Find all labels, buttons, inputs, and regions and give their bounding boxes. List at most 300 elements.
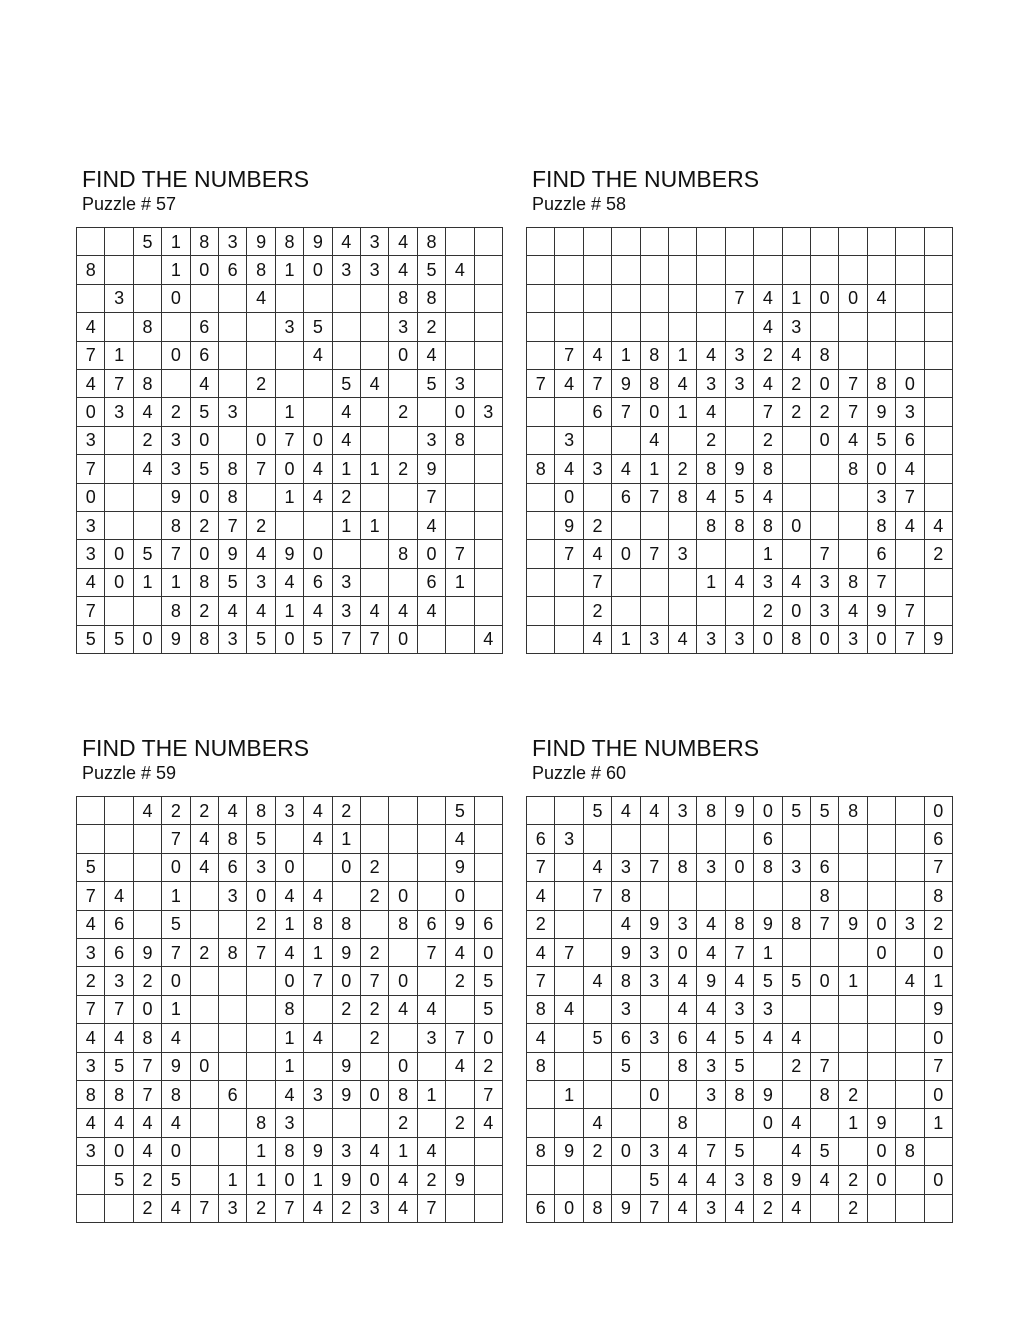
grid-cell xyxy=(555,569,583,597)
grid-cell xyxy=(669,882,697,910)
grid-cell xyxy=(584,911,612,939)
grid-cell xyxy=(527,285,555,313)
grid-cell xyxy=(641,597,669,625)
grid-cell: 2 xyxy=(134,427,162,455)
grid-cell xyxy=(555,256,583,284)
grid-cell xyxy=(925,1195,953,1223)
grid-cell: 8 xyxy=(389,911,417,939)
grid-cell: 4 xyxy=(77,313,105,341)
grid-cell: 7 xyxy=(811,1053,839,1081)
grid-cell: 2 xyxy=(446,1109,474,1137)
grid-cell: 4 xyxy=(191,854,219,882)
grid-cell: 4 xyxy=(446,825,474,853)
grid-cell xyxy=(868,797,896,825)
grid-cell xyxy=(697,540,725,568)
grid-cell: 8 xyxy=(669,854,697,882)
grid-cell: 8 xyxy=(697,455,725,483)
grid-cell: 4 xyxy=(191,370,219,398)
grid-cell: 5 xyxy=(77,626,105,654)
grid-cell: 6 xyxy=(219,1081,247,1109)
grid-cell: 6 xyxy=(868,540,896,568)
grid-cell: 8 xyxy=(896,1138,924,1166)
grid-cell: 9 xyxy=(868,1109,896,1137)
grid-cell xyxy=(134,882,162,910)
grid-cell xyxy=(191,1081,219,1109)
grid-cell xyxy=(697,256,725,284)
grid-cell: 7 xyxy=(811,911,839,939)
grid-cell: 5 xyxy=(134,228,162,256)
grid-cell xyxy=(475,597,503,625)
grid-cell: 0 xyxy=(361,1081,389,1109)
grid-cell xyxy=(475,455,503,483)
grid-cell: 5 xyxy=(191,455,219,483)
grid-cell xyxy=(389,370,417,398)
grid-cell: 0 xyxy=(105,1138,133,1166)
grid-cell: 2 xyxy=(361,939,389,967)
grid-cell xyxy=(896,882,924,910)
grid-cell: 4 xyxy=(389,256,417,284)
grid-cell: 8 xyxy=(446,427,474,455)
grid-cell: 2 xyxy=(333,996,361,1024)
grid-cell: 8 xyxy=(754,1166,782,1194)
grid-cell xyxy=(612,1109,640,1137)
grid-cell: 0 xyxy=(276,455,304,483)
grid-cell: 8 xyxy=(839,455,867,483)
grid-cell xyxy=(555,967,583,995)
grid-cell xyxy=(925,455,953,483)
grid-cell xyxy=(418,825,446,853)
grid-cell: 7 xyxy=(868,569,896,597)
grid-cell: 9 xyxy=(868,597,896,625)
grid-cell: 2 xyxy=(783,1053,811,1081)
grid-cell: 8 xyxy=(726,512,754,540)
grid-cell: 4 xyxy=(697,1024,725,1052)
grid-cell: 4 xyxy=(77,1109,105,1137)
grid-cell: 1 xyxy=(333,455,361,483)
grid-cell xyxy=(219,313,247,341)
grid-cell xyxy=(811,825,839,853)
grid-cell: 7 xyxy=(839,398,867,426)
grid-cell: 2 xyxy=(162,797,190,825)
grid-cell xyxy=(361,569,389,597)
grid-cell xyxy=(361,797,389,825)
grid-cell xyxy=(418,626,446,654)
grid-cell: 7 xyxy=(418,1195,446,1223)
grid-cell xyxy=(925,285,953,313)
grid-cell xyxy=(839,313,867,341)
grid-cell: 0 xyxy=(868,1166,896,1194)
grid-cell xyxy=(446,285,474,313)
grid-cell xyxy=(697,597,725,625)
grid-cell xyxy=(612,285,640,313)
grid-cell xyxy=(475,313,503,341)
grid-cell: 8 xyxy=(783,626,811,654)
grid-cell xyxy=(527,797,555,825)
grid-cell: 4 xyxy=(896,455,924,483)
grid-cell: 8 xyxy=(134,1024,162,1052)
grid-cell xyxy=(446,228,474,256)
grid-cell xyxy=(527,256,555,284)
grid-cell: 2 xyxy=(754,597,782,625)
grid-cell xyxy=(839,540,867,568)
grid-cell: 2 xyxy=(361,996,389,1024)
grid-cell: 3 xyxy=(219,626,247,654)
grid-cell: 0 xyxy=(868,939,896,967)
grid-cell: 0 xyxy=(811,427,839,455)
grid-cell: 3 xyxy=(726,370,754,398)
grid-cell xyxy=(925,256,953,284)
grid-cell: 0 xyxy=(389,626,417,654)
grid-cell xyxy=(389,1024,417,1052)
grid-cell xyxy=(697,882,725,910)
grid-cell: 3 xyxy=(77,1138,105,1166)
grid-cell: 7 xyxy=(304,967,332,995)
grid-cell xyxy=(361,911,389,939)
grid-cell: 3 xyxy=(333,569,361,597)
grid-cell: 0 xyxy=(105,569,133,597)
grid-cell xyxy=(555,285,583,313)
grid-cell: 2 xyxy=(389,398,417,426)
grid-cell xyxy=(612,313,640,341)
grid-cell xyxy=(276,512,304,540)
grid-cell: 7 xyxy=(77,882,105,910)
grid-cell xyxy=(389,427,417,455)
grid-cell: 1 xyxy=(162,996,190,1024)
grid-cell xyxy=(726,540,754,568)
grid-cell: 2 xyxy=(783,370,811,398)
grid-cell: 2 xyxy=(669,455,697,483)
grid-cell: 6 xyxy=(612,484,640,512)
grid-cell: 4 xyxy=(389,228,417,256)
grid-cell: 4 xyxy=(304,882,332,910)
grid-cell xyxy=(697,313,725,341)
grid-cell: 7 xyxy=(134,1053,162,1081)
grid-cell: 5 xyxy=(612,1053,640,1081)
grid-cell: 0 xyxy=(925,939,953,967)
grid-cell: 7 xyxy=(77,996,105,1024)
grid-cell xyxy=(697,285,725,313)
grid-cell: 4 xyxy=(726,1195,754,1223)
grid-cell xyxy=(754,228,782,256)
grid-cell: 8 xyxy=(839,569,867,597)
grid-cell: 0 xyxy=(868,455,896,483)
grid-cell: 0 xyxy=(555,484,583,512)
grid-cell xyxy=(641,512,669,540)
grid-cell xyxy=(896,1166,924,1194)
grid-cell: 1 xyxy=(162,569,190,597)
grid-cell: 7 xyxy=(641,1195,669,1223)
grid-cell: 7 xyxy=(77,455,105,483)
grid-cell xyxy=(726,427,754,455)
grid-cell: 9 xyxy=(641,911,669,939)
grid-cell: 8 xyxy=(219,825,247,853)
grid-cell xyxy=(726,597,754,625)
grid-cell xyxy=(783,256,811,284)
grid-cell xyxy=(612,256,640,284)
grid-cell: 4 xyxy=(304,1024,332,1052)
grid-cell xyxy=(669,256,697,284)
grid-cell: 4 xyxy=(418,597,446,625)
grid-cell: 4 xyxy=(304,455,332,483)
grid-cell xyxy=(839,1138,867,1166)
grid-cell: 4 xyxy=(134,797,162,825)
grid-cell xyxy=(669,285,697,313)
grid-cell: 0 xyxy=(134,626,162,654)
grid-cell: 3 xyxy=(304,1081,332,1109)
grid-cell: 9 xyxy=(162,626,190,654)
grid-cell: 3 xyxy=(276,1109,304,1137)
grid-cell: 5 xyxy=(219,569,247,597)
grid-cell: 2 xyxy=(783,398,811,426)
grid-cell: 8 xyxy=(726,911,754,939)
grid-cell xyxy=(669,427,697,455)
grid-cell: 4 xyxy=(134,1109,162,1137)
grid-cell xyxy=(77,228,105,256)
grid-cell: 6 xyxy=(191,313,219,341)
grid-cell: 5 xyxy=(105,626,133,654)
grid-cell: 0 xyxy=(612,1138,640,1166)
grid-cell xyxy=(418,854,446,882)
grid-cell: 2 xyxy=(584,512,612,540)
grid-cell: 4 xyxy=(527,1024,555,1052)
grid-cell: 1 xyxy=(276,484,304,512)
grid-cell: 0 xyxy=(191,256,219,284)
grid-cell xyxy=(555,398,583,426)
grid-cell: 1 xyxy=(839,967,867,995)
grid-cell: 3 xyxy=(697,1081,725,1109)
grid-cell: 8 xyxy=(77,1081,105,1109)
grid-cell: 8 xyxy=(77,256,105,284)
grid-cell: 9 xyxy=(446,911,474,939)
grid-cell: 4 xyxy=(584,1109,612,1137)
grid-cell: 3 xyxy=(77,427,105,455)
grid-cell xyxy=(726,882,754,910)
grid-cell: 8 xyxy=(612,967,640,995)
grid-cell: 8 xyxy=(418,228,446,256)
grid-cell: 0 xyxy=(77,398,105,426)
grid-cell: 7 xyxy=(134,1081,162,1109)
grid-cell: 4 xyxy=(584,967,612,995)
grid-cell: 4 xyxy=(726,967,754,995)
grid-cell: 1 xyxy=(162,882,190,910)
grid-cell: 1 xyxy=(641,455,669,483)
puzzle-number: Puzzle # 58 xyxy=(532,194,627,214)
grid-cell xyxy=(584,1166,612,1194)
grid-cell: 4 xyxy=(839,597,867,625)
grid-cell: 5 xyxy=(811,797,839,825)
grid-cell xyxy=(333,882,361,910)
grid-cell xyxy=(475,540,503,568)
grid-cell xyxy=(612,569,640,597)
grid-cell xyxy=(361,398,389,426)
grid-cell: 1 xyxy=(446,569,474,597)
grid-cell: 0 xyxy=(726,854,754,882)
grid-cell xyxy=(811,1024,839,1052)
grid-cell xyxy=(669,825,697,853)
grid-cell xyxy=(304,996,332,1024)
grid-cell: 4 xyxy=(612,455,640,483)
grid-cell: 3 xyxy=(77,512,105,540)
grid-cell: 7 xyxy=(361,967,389,995)
grid-cell: 4 xyxy=(446,939,474,967)
grid-cell: 2 xyxy=(418,313,446,341)
grid-cell xyxy=(389,569,417,597)
grid-cell: 3 xyxy=(754,569,782,597)
grid-cell: 0 xyxy=(783,512,811,540)
grid-cell: 0 xyxy=(418,540,446,568)
grid-cell xyxy=(527,569,555,597)
grid-cell: 2 xyxy=(418,1166,446,1194)
grid-cell: 5 xyxy=(105,1053,133,1081)
grid-cell: 9 xyxy=(612,370,640,398)
grid-cell xyxy=(555,797,583,825)
grid-cell: 2 xyxy=(839,1195,867,1223)
grid-cell: 4 xyxy=(839,427,867,455)
grid-cell xyxy=(162,313,190,341)
grid-cell: 7 xyxy=(896,597,924,625)
grid-cell: 2 xyxy=(446,967,474,995)
grid-cell xyxy=(584,256,612,284)
grid-cell: 9 xyxy=(219,540,247,568)
grid-cell: 2 xyxy=(925,540,953,568)
grid-cell: 4 xyxy=(304,484,332,512)
grid-cell: 2 xyxy=(361,1024,389,1052)
grid-cell: 4 xyxy=(418,512,446,540)
grid-cell: 5 xyxy=(641,1166,669,1194)
grid-cell: 0 xyxy=(783,597,811,625)
grid-cell: 3 xyxy=(276,797,304,825)
grid-cell xyxy=(333,342,361,370)
grid-cell: 7 xyxy=(276,427,304,455)
grid-cell: 3 xyxy=(697,1195,725,1223)
grid-cell: 1 xyxy=(925,967,953,995)
grid-cell xyxy=(418,797,446,825)
grid-cell xyxy=(134,825,162,853)
grid-cell xyxy=(77,825,105,853)
grid-cell xyxy=(925,427,953,455)
grid-cell: 0 xyxy=(389,342,417,370)
grid-cell xyxy=(783,484,811,512)
grid-cell xyxy=(191,1166,219,1194)
grid-cell: 8 xyxy=(276,996,304,1024)
grid-cell: 2 xyxy=(134,1195,162,1223)
grid-cell: 8 xyxy=(527,1138,555,1166)
grid-cell xyxy=(219,911,247,939)
grid-cell: 9 xyxy=(612,1195,640,1223)
grid-cell: 4 xyxy=(641,427,669,455)
grid-cell: 0 xyxy=(754,626,782,654)
grid-cell xyxy=(77,1195,105,1223)
grid-cell: 5 xyxy=(726,484,754,512)
grid-cell xyxy=(839,854,867,882)
grid-cell: 2 xyxy=(389,1109,417,1137)
grid-cell xyxy=(361,427,389,455)
grid-cell xyxy=(361,285,389,313)
grid-cell: 4 xyxy=(219,797,247,825)
grid-cell: 8 xyxy=(219,939,247,967)
grid-cell: 7 xyxy=(475,1081,503,1109)
grid-cell xyxy=(868,882,896,910)
grid-cell: 6 xyxy=(527,825,555,853)
grid-cell xyxy=(191,1024,219,1052)
grid-cell: 5 xyxy=(446,797,474,825)
grid-cell: 2 xyxy=(697,427,725,455)
grid-cell: 4 xyxy=(304,597,332,625)
grid-cell: 4 xyxy=(134,455,162,483)
grid-cell: 8 xyxy=(754,512,782,540)
grid-cell xyxy=(304,1109,332,1137)
puzzle-number: Puzzle # 57 xyxy=(82,194,177,214)
grid-cell: 3 xyxy=(811,569,839,597)
grid-cell xyxy=(276,370,304,398)
grid-cell: 3 xyxy=(697,626,725,654)
grid-cell xyxy=(641,882,669,910)
grid-cell: 6 xyxy=(584,398,612,426)
grid-cell xyxy=(584,484,612,512)
grid-cell: 9 xyxy=(333,1166,361,1194)
grid-cell: 2 xyxy=(134,967,162,995)
grid-cell xyxy=(868,825,896,853)
grid-cell: 3 xyxy=(726,342,754,370)
grid-cell xyxy=(247,484,275,512)
grid-cell: 4 xyxy=(418,996,446,1024)
grid-cell xyxy=(896,342,924,370)
grid-cell: 0 xyxy=(475,1024,503,1052)
grid-cell: 0 xyxy=(276,967,304,995)
grid-cell: 4 xyxy=(925,512,953,540)
grid-cell xyxy=(783,427,811,455)
grid-cell: 7 xyxy=(896,626,924,654)
grid-cell xyxy=(584,1053,612,1081)
grid-cell xyxy=(868,1024,896,1052)
grid-cell: 4 xyxy=(446,256,474,284)
grid-cell: 4 xyxy=(191,825,219,853)
grid-cell: 3 xyxy=(219,1195,247,1223)
grid-cell xyxy=(783,996,811,1024)
grid-cell: 1 xyxy=(276,597,304,625)
grid-cell xyxy=(811,996,839,1024)
grid-cell xyxy=(868,313,896,341)
grid-cell: 2 xyxy=(247,911,275,939)
grid-cell: 2 xyxy=(162,398,190,426)
grid-cell: 4 xyxy=(77,569,105,597)
grid-cell xyxy=(304,285,332,313)
grid-cell xyxy=(191,1138,219,1166)
grid-cell: 4 xyxy=(333,228,361,256)
grid-cell: 3 xyxy=(726,996,754,1024)
grid-cell xyxy=(839,512,867,540)
grid-cell: 1 xyxy=(669,342,697,370)
puzzle-number: Puzzle # 59 xyxy=(82,763,177,783)
grid-cell: 8 xyxy=(669,484,697,512)
grid-cell xyxy=(783,228,811,256)
grid-cell: 4 xyxy=(896,512,924,540)
grid-cell xyxy=(783,882,811,910)
grid-cell xyxy=(896,1109,924,1137)
grid-cell: 3 xyxy=(896,398,924,426)
grid-cell: 4 xyxy=(783,1109,811,1137)
grid-cell xyxy=(418,398,446,426)
grid-cell: 1 xyxy=(612,626,640,654)
grid-cell: 0 xyxy=(191,484,219,512)
grid-cell: 5 xyxy=(754,967,782,995)
grid-cell: 9 xyxy=(446,854,474,882)
grid-cell xyxy=(219,1053,247,1081)
grid-cell xyxy=(389,939,417,967)
grid-cell: 5 xyxy=(418,256,446,284)
grid-cell xyxy=(896,313,924,341)
grid-cell: 4 xyxy=(162,1024,190,1052)
